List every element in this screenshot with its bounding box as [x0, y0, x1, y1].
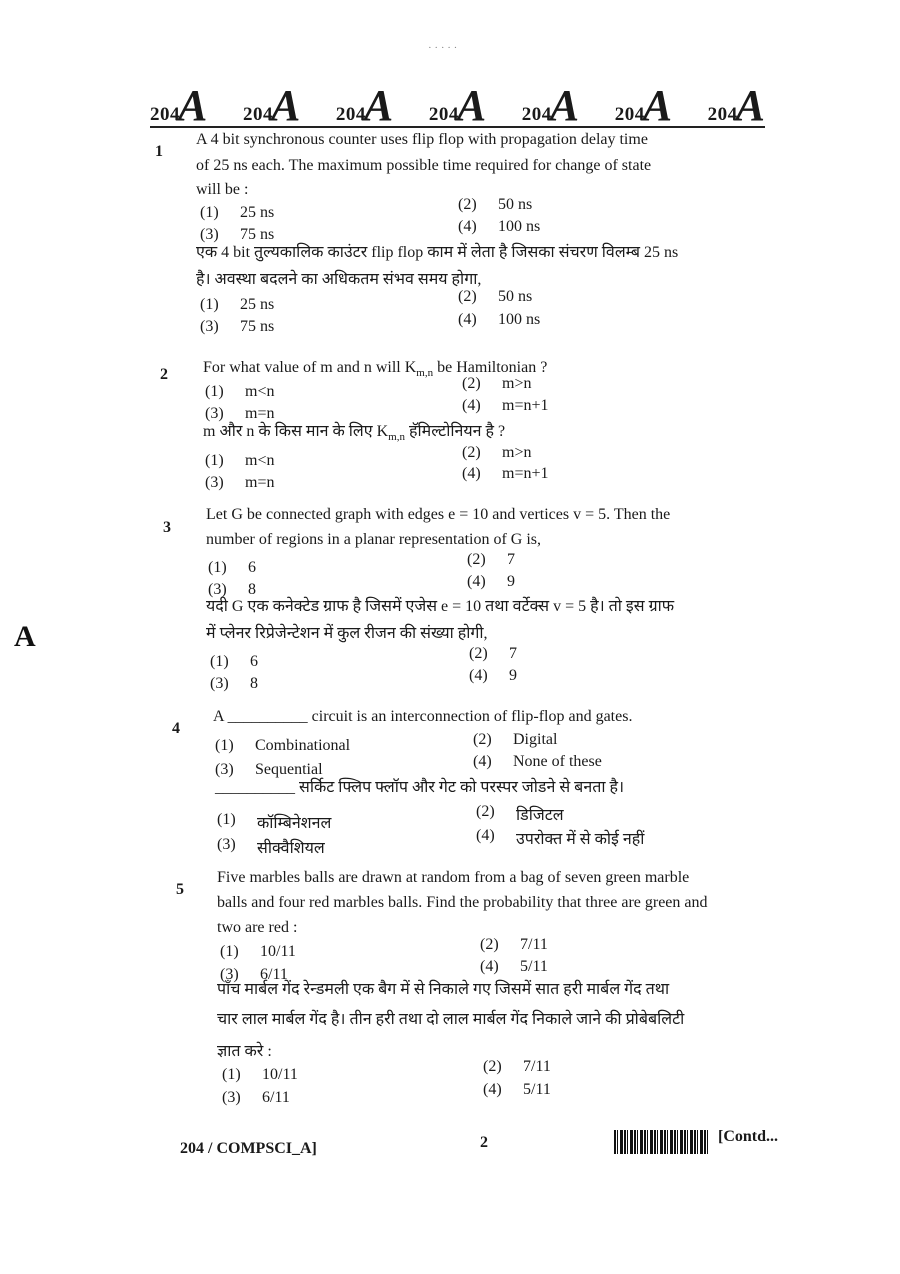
option	[469, 645, 517, 663]
option-label: (3)	[208, 581, 227, 598]
option-text: 8	[250, 675, 258, 692]
question-text-en-line: Five marbles balls are drawn at random from a bag of seven green marble	[217, 869, 690, 886]
option	[462, 444, 531, 462]
option-text: 100 ns	[498, 218, 541, 235]
option	[458, 218, 540, 236]
option-text: 5/11	[523, 1081, 551, 1098]
option-label: (4)	[483, 1081, 502, 1098]
question-text-hi-line: में प्लेनर रिप्रेजेन्टेशन में कुल रीजन की संख्या होगी,	[206, 625, 488, 642]
question-text-hi-line: ज्ञात करे :	[217, 1043, 272, 1060]
option-label: (4)	[469, 667, 488, 684]
question-text-hi-line: है। अवस्था बदलने का अधिकतम संभव समय होगा,	[196, 271, 482, 288]
option-label: (2)	[462, 444, 481, 461]
option	[200, 204, 274, 222]
continued-label: [Contd...	[718, 1128, 779, 1145]
header-paper-code: 204	[707, 104, 738, 125]
option-text: 50 ns	[498, 196, 533, 213]
footer-paper-code: 204 / COMPSCI_A]	[180, 1140, 317, 1157]
option-label: (1)	[220, 943, 239, 960]
question-text-hi-line	[215, 776, 624, 800]
option	[220, 943, 296, 961]
question-text-en-line: of 25 ns each. The maximum possible time required for change of state	[196, 157, 652, 174]
header-series-badge: A	[178, 81, 208, 130]
option	[473, 731, 557, 749]
header-code-block	[335, 81, 394, 130]
question-text-en-line: A 4 bit synchronous counter uses flip flop with propagation delay time	[196, 131, 648, 148]
option-label: (4)	[473, 753, 492, 770]
header-code-block	[707, 81, 765, 130]
option-text: 6	[250, 653, 258, 670]
option-label: (3)	[205, 474, 224, 491]
question-text-en-line: Let G be connected graph with edges e = 10 and vertices v = 5. Then the	[206, 506, 671, 523]
header-code-block	[428, 81, 487, 130]
option-label: (2)	[483, 1058, 502, 1075]
question-text-hi-line: एक 4 bit तुल्यकालिक काउंटर flip flop काम में लेता है जिसका संचरण विलम्ब 25 ns	[196, 244, 679, 261]
option	[480, 936, 548, 954]
question-text-part: For what value of m and n will K	[203, 359, 417, 376]
question-number: 5	[176, 881, 184, 898]
question-number: 4	[172, 720, 180, 737]
header-series-badge: A	[735, 81, 765, 130]
option-text: 100 ns	[498, 311, 541, 328]
option-label: (2)	[462, 375, 481, 392]
scan-speck: · · · · ·	[428, 42, 458, 54]
header-banner	[150, 78, 765, 128]
option-label: (3)	[200, 318, 219, 335]
option-text: 10/11	[260, 943, 296, 960]
header-paper-code: 204	[521, 104, 552, 125]
option-label: (3)	[205, 405, 224, 422]
blank-line: __________	[227, 708, 308, 725]
page-number: 2	[480, 1134, 488, 1151]
header-paper-code: 204	[428, 104, 459, 125]
option-label: (4)	[458, 218, 477, 235]
header-series-badge: A	[270, 81, 301, 130]
question-text-part: A	[213, 708, 224, 725]
header-paper-code: 204	[150, 104, 180, 125]
option-text: 50 ns	[498, 288, 533, 305]
option	[458, 288, 532, 306]
option	[469, 667, 517, 685]
option-text: 25 ns	[240, 204, 275, 221]
question-text-hi-line	[203, 420, 505, 449]
option-text: 6/11	[260, 966, 288, 983]
header-paper-code: 204	[614, 104, 645, 125]
question-text-hi-line: यदी G एक कनेक्टेड ग्राफ है जिसमें एजेस e = 10 तथा वर्टेक्स v = 5 है। तो इस ग्राफ	[206, 598, 675, 615]
blank-line: __________	[215, 779, 295, 796]
header-series-badge: A	[363, 81, 394, 130]
option	[458, 196, 532, 214]
header-series-badge: A	[456, 81, 487, 130]
option-label: (3)	[220, 966, 239, 983]
option-text: m=n	[245, 474, 275, 491]
option	[200, 296, 274, 314]
question-text-part: हॅमिल्टोनियन है ?	[404, 423, 506, 440]
option-text: m=n	[245, 405, 275, 422]
option-label: (3)	[222, 1089, 241, 1106]
option-label: (2)	[480, 936, 499, 953]
question-text-part: be Hamiltonian ?	[433, 359, 548, 376]
option-text: Combinational	[255, 737, 351, 754]
option-text: m>n	[502, 444, 532, 461]
option-label: (1)	[208, 559, 227, 576]
header-series-badge: A	[549, 81, 580, 130]
option-text: m<n	[245, 452, 275, 469]
option	[210, 675, 258, 693]
option	[462, 375, 531, 393]
subscript: m,n	[388, 431, 405, 444]
option	[462, 397, 549, 415]
margin-series-letter: A	[14, 620, 36, 653]
question-number: 2	[160, 366, 168, 383]
option-text: उपरोक्त में से कोई नहीं	[516, 831, 645, 848]
option-text: 25 ns	[240, 296, 275, 313]
option-label: (2)	[458, 196, 477, 213]
option	[480, 958, 548, 976]
option-text: 6	[248, 559, 256, 576]
question-text-hi-line: पाँच मार्बल गेंद रेन्डमली एक बैग में से निकाले गए जिसमें सात हरी मार्बल गेंद तथा	[217, 981, 670, 998]
option-text: m<n	[245, 383, 275, 400]
option-label: (4)	[462, 465, 481, 482]
option-label: (1)	[210, 653, 229, 670]
option-label: (3)	[217, 836, 236, 853]
header-paper-code: 204	[242, 104, 273, 125]
header-code-block	[521, 81, 580, 130]
option	[222, 1089, 290, 1107]
option-label: (4)	[476, 827, 495, 844]
question-text-en-line	[213, 705, 632, 729]
option	[222, 1066, 298, 1084]
question-text-en-line: balls and four red marbles balls. Find the probability that three are green and	[217, 894, 708, 911]
option-text: 9	[507, 573, 515, 590]
question-text-part: m और n के किस मान के लिए K	[203, 423, 389, 440]
option	[205, 474, 274, 492]
header-code-block	[150, 81, 208, 130]
option-text: 75 ns	[240, 226, 275, 243]
option-text: 10/11	[262, 1066, 298, 1083]
option-label: (4)	[467, 573, 486, 590]
option	[483, 1058, 551, 1076]
option-label: (3)	[210, 675, 229, 692]
option-text: सीक्वैशियल	[257, 840, 325, 857]
header-paper-code: 204	[335, 104, 366, 125]
option-label: (2)	[473, 731, 492, 748]
question-text-hi-line: चार लाल मार्बल गेंद है। तीन हरी तथा दो लाल मार्बल गेंद निकाले जाने की प्रोबेबलिटी	[217, 1011, 685, 1028]
subscript: m,n	[416, 367, 434, 380]
option	[208, 559, 256, 577]
option	[200, 318, 274, 336]
option-text: 6/11	[262, 1089, 290, 1106]
option-label: (4)	[458, 311, 477, 328]
option-label: (2)	[476, 803, 495, 820]
option-text: Sequential	[255, 761, 323, 778]
option-text: m=n+1	[502, 397, 549, 414]
option	[205, 383, 274, 401]
option-text: m=n+1	[502, 465, 549, 482]
option-text: 7	[507, 551, 515, 568]
margin-series-mark	[14, 620, 36, 706]
header-code-block	[614, 81, 673, 130]
option	[217, 811, 331, 833]
question-text-part: सर्किट फ्लिप फ्लॉप और गेट को परस्पर जोडने से बनता है।	[299, 779, 625, 796]
option-text: 7/11	[520, 936, 548, 953]
question-text-en-line: number of regions in a planar representation of G is,	[206, 531, 542, 548]
option-label: (1)	[205, 383, 224, 400]
option	[476, 827, 644, 849]
question-text-en-line: two are red :	[217, 919, 298, 936]
option-label: (1)	[222, 1066, 241, 1083]
option	[462, 465, 549, 483]
option-text: None of these	[513, 753, 602, 770]
option-label: (3)	[215, 761, 234, 778]
option	[217, 836, 325, 858]
option-text: कॉम्बिनेशनल	[257, 815, 332, 832]
question-text-part: circuit is an interconnection of flip-flop and gates.	[311, 708, 633, 725]
option-label: (2)	[458, 288, 477, 305]
option-text: 8	[248, 581, 256, 598]
option	[467, 573, 515, 591]
option-text: 7	[509, 645, 517, 662]
option-label: (2)	[467, 551, 486, 568]
option	[210, 653, 258, 671]
question-number: 3	[163, 519, 171, 536]
option-text: 9	[509, 667, 517, 684]
option	[483, 1081, 551, 1099]
option-label: (1)	[200, 204, 219, 221]
question-text-en-line: will be :	[196, 181, 249, 198]
question-number: 1	[155, 143, 163, 160]
option-text: 5/11	[520, 958, 548, 975]
option-label: (4)	[462, 397, 481, 414]
option	[205, 452, 274, 470]
option-label: (4)	[480, 958, 499, 975]
option-text: Digital	[513, 731, 558, 748]
header-code-block	[242, 81, 301, 130]
option	[476, 803, 564, 825]
option-text: m>n	[502, 375, 532, 392]
header-series-badge: A	[642, 81, 673, 130]
option-label: (2)	[469, 645, 488, 662]
option-text: 75 ns	[240, 318, 275, 335]
option	[467, 551, 515, 569]
option	[215, 737, 350, 755]
option-label: (1)	[217, 811, 236, 828]
option-label: (1)	[200, 296, 219, 313]
option-label: (1)	[215, 737, 234, 754]
option-label: (1)	[205, 452, 224, 469]
option	[473, 753, 602, 771]
option	[458, 311, 540, 329]
option-label: (3)	[200, 226, 219, 243]
barcode	[614, 1130, 708, 1154]
option-text: 7/11	[523, 1058, 551, 1075]
option-text: डिजिटल	[516, 807, 564, 824]
